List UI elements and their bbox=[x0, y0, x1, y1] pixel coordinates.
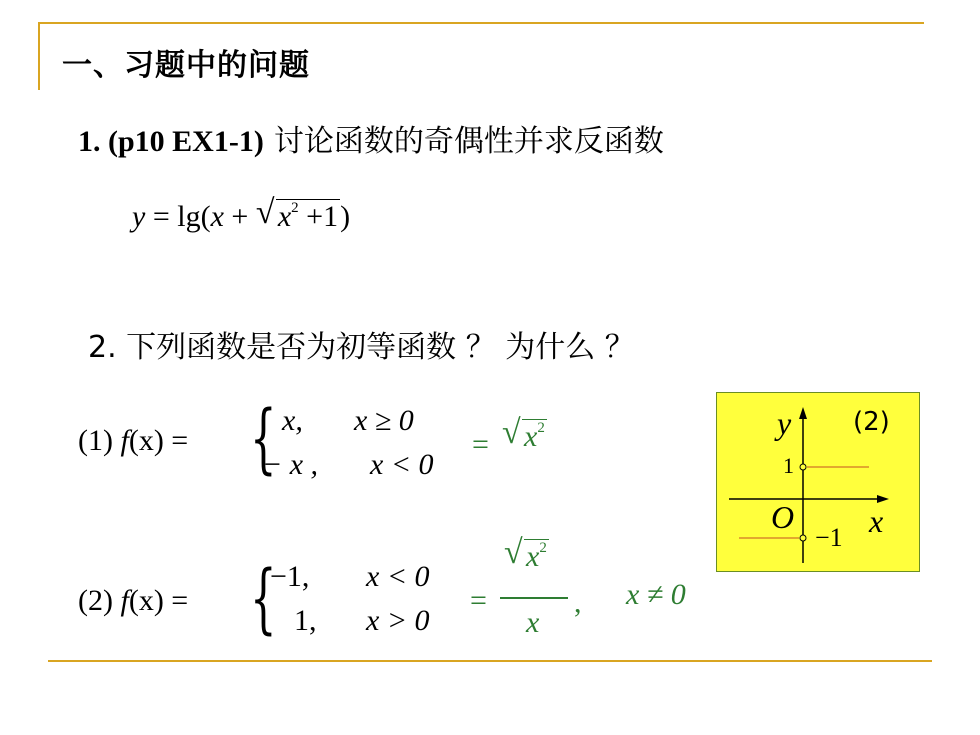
part-2-case1-cond: x < 0 bbox=[366, 560, 430, 593]
radicand-rest: +1 bbox=[306, 200, 339, 233]
graph-x-label: x bbox=[869, 503, 884, 539]
graph-y-label: y bbox=[777, 405, 792, 441]
open-point-lower-icon bbox=[800, 535, 806, 541]
question-1-number: 1. (p10 EX1-1) bbox=[78, 125, 264, 158]
formula-sqrt bbox=[255, 194, 340, 234]
open-point-upper-icon bbox=[800, 464, 806, 470]
graph-tag: (2) bbox=[853, 407, 890, 437]
radical-sign-icon: √ bbox=[255, 194, 275, 231]
radicand-exp: 2 bbox=[291, 200, 299, 216]
formula-plus: + bbox=[231, 200, 249, 233]
formula-lg: lg( bbox=[177, 200, 211, 233]
part-2-lhs bbox=[78, 584, 188, 618]
part-1-case2-value: − x , bbox=[262, 448, 319, 481]
part-2-arg: (x) = bbox=[128, 584, 189, 617]
part-2-eq: = bbox=[470, 584, 487, 617]
part-2-radicand: x bbox=[526, 540, 540, 573]
question-1 bbox=[78, 116, 664, 160]
graph-origin-label: O bbox=[771, 499, 795, 535]
part-1-brace-icon: { bbox=[250, 393, 277, 482]
question-1-formula bbox=[132, 194, 351, 234]
part-2-fraction-bar bbox=[500, 597, 568, 599]
radicand-x: x bbox=[277, 200, 292, 233]
part-2-condition: x ≠ 0 bbox=[626, 578, 686, 611]
part-1-case1-value: x, bbox=[282, 404, 303, 437]
graph-neg-tick: −1 bbox=[815, 523, 843, 552]
formula-y: y bbox=[132, 200, 146, 233]
part-1-eq: = bbox=[472, 428, 489, 461]
graph-panel bbox=[716, 392, 920, 572]
part-2-f: f bbox=[120, 584, 129, 617]
part-2-case2-value: 1, bbox=[294, 604, 317, 637]
part-2-comma: , bbox=[574, 586, 582, 619]
graph-y-tick: 1 bbox=[783, 453, 794, 478]
part-1-case2-cond: x < 0 bbox=[370, 448, 434, 481]
part-1-arg: (x) = bbox=[128, 424, 189, 457]
part-1-radicand-exp: 2 bbox=[537, 420, 545, 436]
question-2: 2. 下列函数是否为初等函数 ？ 为什么 ？ bbox=[88, 330, 635, 365]
left-rule bbox=[38, 22, 40, 90]
part-1-sqrt: √ $x^2$ bbox=[502, 414, 545, 453]
part-2-brace-icon: { bbox=[250, 553, 277, 642]
part-2-case1-value: −1, bbox=[270, 560, 310, 593]
question-1-text: 讨论函数的奇偶性并求反函数 bbox=[273, 124, 664, 159]
part-2-label: (2) bbox=[78, 584, 113, 617]
top-rule bbox=[38, 22, 924, 24]
formula-eq: = bbox=[152, 200, 170, 233]
part-2-fraction-num: √ $x^2$ bbox=[504, 534, 547, 573]
part-2-case2-cond: x > 0 bbox=[366, 604, 430, 637]
part-2-radicand-exp: 2 bbox=[539, 540, 547, 556]
formula-close: ) bbox=[340, 200, 351, 233]
formula-x: x bbox=[210, 200, 224, 233]
part-1-lhs bbox=[78, 424, 188, 458]
bottom-rule bbox=[48, 660, 932, 662]
x-axis-arrow-icon bbox=[877, 495, 889, 503]
part-1-f: f bbox=[120, 424, 129, 457]
part-1-radicand: x bbox=[524, 420, 538, 453]
y-axis-arrow-icon bbox=[799, 407, 807, 419]
page-title: 一、习题中的问题 bbox=[62, 48, 310, 83]
part-1-case1-cond: x ≥ 0 bbox=[354, 404, 414, 437]
part-1-label: (1) bbox=[78, 424, 113, 457]
part-2-fraction-den: x bbox=[526, 606, 540, 639]
